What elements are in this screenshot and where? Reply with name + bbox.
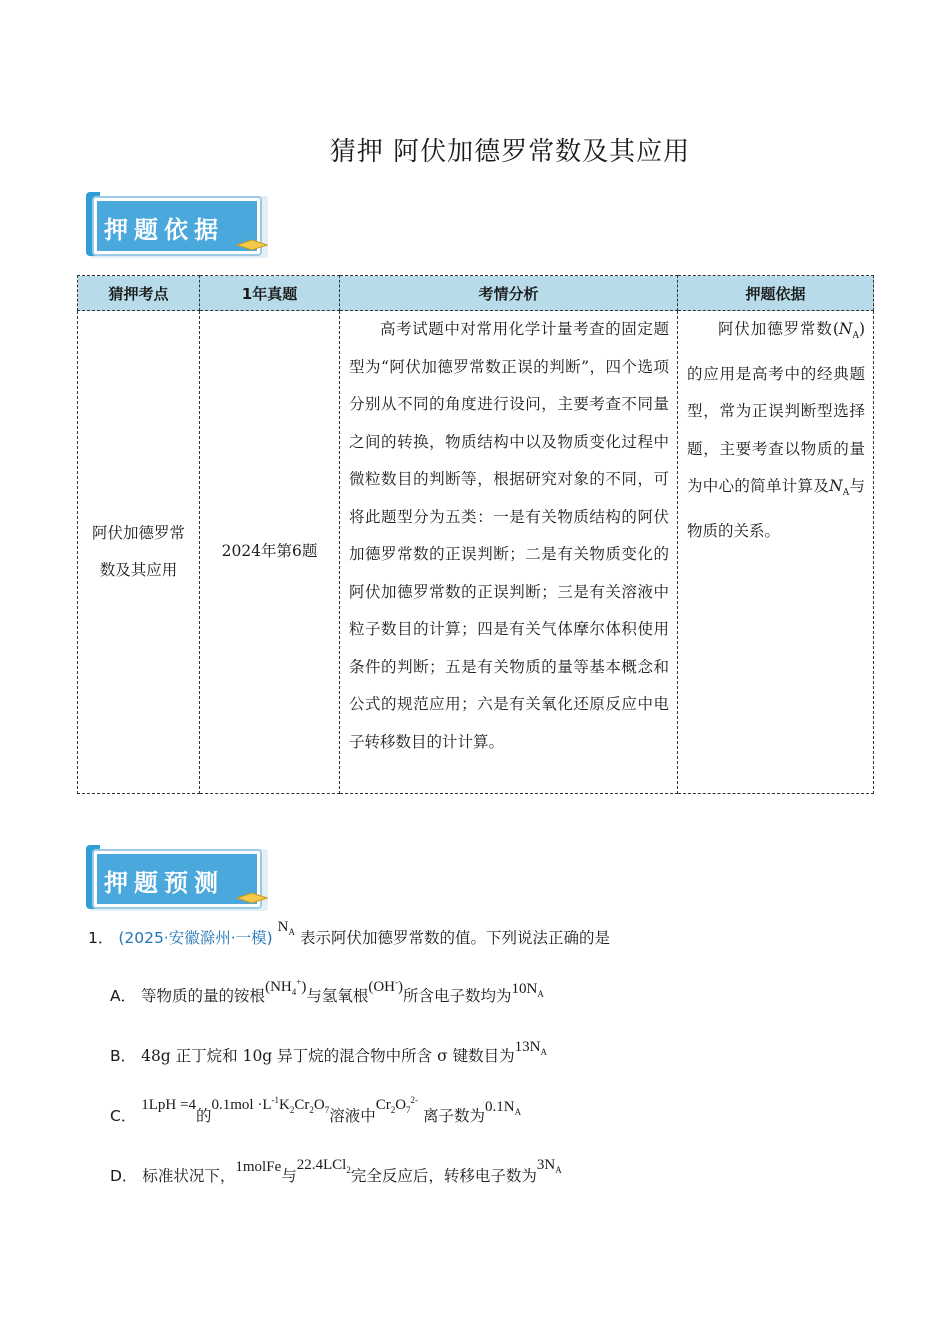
section-banner-basis <box>86 190 272 260</box>
formula-ph: 1LpH =4 <box>141 1097 196 1113</box>
page-title: 猜押 阿伏加德罗常数及其应用 <box>329 137 691 167</box>
stem-text: 表示阿伏加德罗常数的值。下列说法正确的是 <box>299 929 610 947</box>
header-point: 猜押考点 <box>78 276 200 311</box>
formula-value: $10N_A$ <box>511 981 544 999</box>
question-number: 1． <box>88 929 114 947</box>
option-a[interactable]: A． 等物质的量的铵根$(NH_4^+)$与氢氧根(OH-)所含电子数均为$10N_A$ <box>110 977 544 1005</box>
formula-na: $N_A$ <box>277 919 295 937</box>
header-basis: 押题依据 <box>678 276 874 311</box>
question-stem <box>88 919 610 949</box>
formula-chlorine: 22.4LCl$_2$ <box>296 1157 351 1175</box>
formula-hydroxide: (OH-) <box>368 977 403 995</box>
cell-year: 2024年第6题 <box>200 311 340 794</box>
table-row <box>78 311 874 794</box>
option-d[interactable]: D． 标准状况下，1molFe与22.4LCl$_2$完全反应后，转移电子数为$3N_A$ <box>110 1157 562 1185</box>
option-c[interactable]: C． 1LpH =4的$0.1mol \cdot L^{-1}K_2Cr_2O_7$溶液中$Cr_2O_7^{2-}$ 离子数为$0.1N_A$ <box>110 1095 522 1125</box>
cell-analysis: 高考试题中对常用化学计量考查的固定题型为“阿伏加德罗常数正误的判断”，四个选项分别从不同的角度进行设问，主要考查不同量之间的转换，物质结构中以及物质变化过程中微粒数目的判断等，根据研究对象的不同，可将此题型分为五类：一是有关物质结构的阿伏加德罗常数的正误判断；二是有关物质变化的阿伏加德罗常数的正误判断；三是有关溶液中粒子数目的计算；四是有关气体摩尔体积使用条件的判断；五是有关物质的量等基本概念和公式的规范应用；六是有关氧化还原反应中电子转移数目的计计算。 <box>340 311 678 794</box>
header-year: 1年真题 <box>200 276 340 311</box>
formula-value: $13N_A$ <box>514 1039 547 1057</box>
formula-iron: 1molFe <box>235 1159 282 1175</box>
banner-label: 押题预测 <box>104 869 224 897</box>
formula-value: $3N_A$ <box>536 1157 562 1175</box>
formula-ammonium: $(NH_4^+)$ <box>265 977 307 997</box>
section-banner-forecast <box>86 843 272 913</box>
banner-label: 押题依据 <box>104 216 224 244</box>
question-source: (2025·安徽滁州·一模) <box>118 929 273 947</box>
formula-dichromate-ion: $Cr_2O_7^{2-}$ <box>375 1095 419 1115</box>
header-analysis: 考情分析 <box>340 276 678 311</box>
book-icon <box>236 891 268 905</box>
option-b[interactable]: B． 48g 正丁烷和 10g 异丁烷的混合物中所含 σ 键数目为$13N_A$ <box>110 1039 547 1065</box>
book-icon <box>236 238 268 252</box>
cell-basis: 阿伏加德罗常数$(N_A)$的应用是高考中的经典题型，常为正误判断型选择题，主要考查以物质的量为中心的简单计算及$N_A$与物质的关系。 <box>678 311 874 794</box>
cell-point: 阿伏加德罗常数及其应用 <box>78 311 200 794</box>
exam-analysis-table <box>77 275 874 794</box>
formula-value: $0.1N_A$ <box>485 1099 522 1117</box>
formula-dichromate-salt: $0.1mol \cdot L^{-1}K_2Cr_2O_7$ <box>211 1095 330 1115</box>
